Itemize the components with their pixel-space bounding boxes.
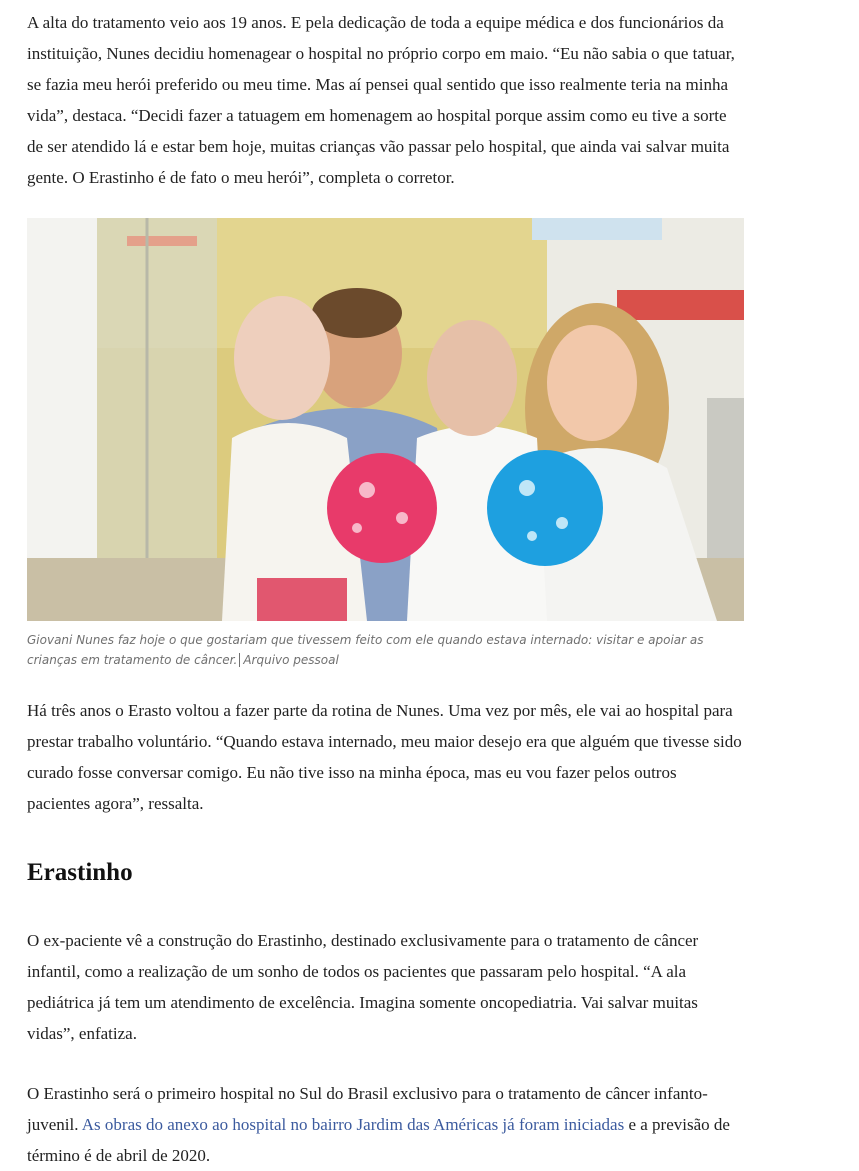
obras-anexo-link[interactable]: As obras do anexo ao hospital no bairro Jardim das Américas já foram iniciadas [81, 1115, 625, 1134]
family-photo-illustration [27, 218, 744, 621]
section-heading: Erastinho [27, 859, 133, 886]
article-body [27, 0, 744, 1171]
article-paragraph: Há três anos o Erasto voltou a fazer parte da rotina de Nunes. Uma vez por mês, ele vai ao hospital para prestar trabalho voluntário. “Quando estava internado, meu maior desejo era que alguém que tivesse sido curado fosse conversar comigo. Eu não tive isso na minha época, mas eu vou fazer pelos outros pacientes agora”, ressalta. [27, 701, 742, 813]
article-photo [27, 218, 744, 621]
article-figure [27, 218, 744, 670]
paragraph-text: e a previsão de término é de abril de 2020. [27, 1115, 730, 1165]
photo-credit: Arquivo pessoal [239, 653, 339, 667]
paragraph-text: O Erastinho será o primeiro hospital no Sul do Brasil exclusivo para o tratamento de câncer infanto-juvenil. [27, 1084, 708, 1134]
article-paragraph: A alta do tratamento veio aos 19 anos. E pela dedicação de toda a equipe médica e dos funcionários da instituição, Nunes decidiu homenagear o hospital no próprio corpo em maio. “Eu não sabia o que tatuar, se fazia meu herói preferido ou meu time. Mas aí pensei qual sentido que isso realmente teria na minha vida”, destaca. “Decidi fazer a tatuagem em homenagem ao hospital porque assim como eu tive a sorte de ser atendido lá e estar bem hoje, muitas crianças vão passar pelo hospital, que ainda vai salvar muita gente. O Erastinho é de fato o meu herói”, completa o corretor. [27, 13, 735, 187]
article-paragraph: O ex-paciente vê a construção do Erastinho, destinado exclusivamente para o tratamento de câncer infantil, como a realização de um sonho de todos os pacientes que passaram pelo hospital. “A ala pediátrica já tem um atendimento de excelência. Imagina somente oncopediatria. Vai salvar muitas vidas”, enfatiza. [27, 931, 699, 1043]
photo-caption [27, 630, 744, 670]
article-paragraph [27, 1078, 744, 1171]
caption-text: Giovani Nunes faz hoje o que gostariam que tivessem feito com ele quando estava internado: visitar e apoiar as crianças em tratamento de câncer. [27, 633, 704, 667]
